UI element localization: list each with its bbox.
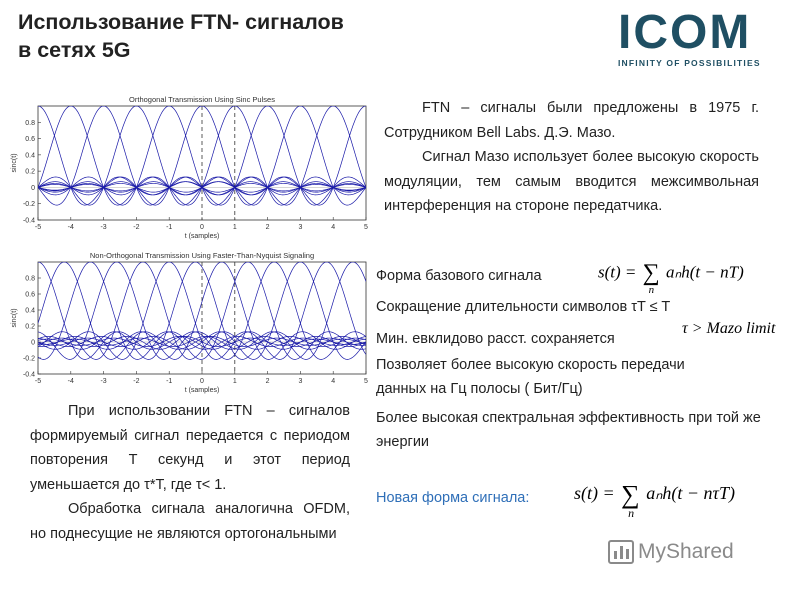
y-tick-label: 0.2 xyxy=(25,323,35,331)
formula-3-lhs: s(t) = xyxy=(574,483,615,504)
x-tick-label: 1 xyxy=(232,224,237,231)
plot-title: Non-Orthogonal Transmission Using Faster-Than-Nyquist Signaling xyxy=(89,251,315,260)
bullet-min-distance: Мин. евклидово расст. сохраняется xyxy=(376,331,615,347)
x-tick-label: -1 xyxy=(166,224,173,231)
x-tick-label: 5 xyxy=(364,378,368,385)
x-tick-label: -3 xyxy=(100,224,107,231)
x-tick-label: -2 xyxy=(133,378,140,385)
formula-mazo-limit xyxy=(682,320,775,338)
formula-ftn-signal xyxy=(574,480,735,520)
y-tick-label: 0.6 xyxy=(25,136,35,144)
bullet-higher-rate: Позволяет более высокую скорость передачи данных на Гц полосы ( Бит/Гц) xyxy=(376,357,685,397)
watermark-text: MyShared xyxy=(638,540,734,563)
x-tick-label: 0 xyxy=(200,224,204,231)
formula-3-sub: n xyxy=(628,506,635,520)
y-tick-label: 0 xyxy=(31,184,35,192)
formula-3-rhs: aₙh(t − nτT) xyxy=(646,483,735,504)
ftn-history-paragraph: FTN – сигналы были предложены в 1975 г. Сотрудником Bell Labs. Д.Э. Мазо. xyxy=(384,100,759,141)
bullet-spectral: Более высокая спектральная эффективность при той же энергии xyxy=(376,410,761,450)
formula-2: τ > Mazo limit xyxy=(682,320,776,337)
y-tick-label: 0.8 xyxy=(25,119,35,127)
left-text-block xyxy=(30,399,350,546)
x-tick-label: 4 xyxy=(331,224,336,231)
y-tick-label: 0 xyxy=(31,339,35,347)
plot-title: Orthogonal Transmission Using Sinc Pulses xyxy=(129,95,275,104)
icom-logo xyxy=(618,6,793,70)
plot-ftn xyxy=(8,250,372,398)
y-tick-label: -0.2 xyxy=(22,355,35,363)
plot-orthogonal xyxy=(8,92,372,252)
x-tick-label: 5 xyxy=(364,224,368,231)
y-tick-label: 0.2 xyxy=(25,168,35,176)
y-tick-label: -0.4 xyxy=(22,217,35,225)
x-tick-label: -5 xyxy=(34,378,42,385)
presentation-icon xyxy=(608,540,634,564)
title-line-1: Использование FTN- сигналов xyxy=(18,10,344,34)
y-tick-label: -0.2 xyxy=(22,201,35,209)
y-axis-label: sinc(t) xyxy=(11,308,18,328)
x-tick-label: -5 xyxy=(34,224,42,231)
x-axis-label: t (samples) xyxy=(184,387,220,394)
plot-orthogonal-svg xyxy=(8,92,372,252)
x-tick-label: -2 xyxy=(133,224,140,231)
x-tick-label: 3 xyxy=(298,378,303,385)
formula-1-sub: n xyxy=(648,284,655,296)
y-axis-label: sinc(t) xyxy=(11,153,18,173)
x-tick-label: -4 xyxy=(67,378,74,385)
y-tick-label: 0.4 xyxy=(25,152,35,160)
x-tick-label: 0 xyxy=(200,378,204,385)
plot-ftn-svg xyxy=(8,250,372,398)
x-tick-label: 2 xyxy=(265,378,270,385)
x-tick-label: 3 xyxy=(298,224,303,231)
y-tick-label: 0.6 xyxy=(25,291,35,299)
formula-1-lhs: s(t) = xyxy=(598,262,637,282)
bullet-base-signal: Форма базового сигнала xyxy=(376,268,542,284)
new-signal-label: Новая форма сигнала: xyxy=(376,490,530,506)
bullet-duration: Сокращение длительности символов τT ≤ T xyxy=(376,299,671,315)
right-text-block xyxy=(384,96,759,219)
formula-3-sum: ∑ xyxy=(621,480,640,509)
logo-wordmark: ICOM xyxy=(618,6,752,59)
slide-title xyxy=(18,8,344,64)
x-axis-label: t (samples) xyxy=(184,233,220,240)
x-tick-label: 4 xyxy=(331,378,336,385)
formula-base-signal xyxy=(598,260,744,296)
formula-1-sum: ∑ xyxy=(642,260,660,286)
x-tick-label: -1 xyxy=(166,378,173,385)
watermark xyxy=(608,540,734,564)
formula-1-rhs: aₙh(t − nT) xyxy=(666,262,744,282)
x-tick-label: 2 xyxy=(265,224,270,231)
ftn-period-paragraph: При использовании FTN – сигналов формируемый сигнал передается с периодом повторения T секунд и этот период уменьшается до τ*T, где τ< 1. xyxy=(30,403,350,493)
logo-tagline: INFINITY OF POSSIBILITIES xyxy=(618,58,761,68)
ofdm-paragraph: Обработка сигнала аналогична OFDM, но поднесущие не являются ортогональными xyxy=(30,501,350,542)
x-tick-label: -3 xyxy=(100,378,107,385)
mazo-signal-paragraph: Сигнал Мазо использует более высокую скорость модуляции, тем самым вводится межсимвольная интерференция на стороне передатчика. xyxy=(384,149,759,214)
x-tick-label: -4 xyxy=(67,224,74,231)
y-tick-label: -0.4 xyxy=(22,371,35,379)
y-tick-label: 0.8 xyxy=(25,275,35,283)
title-line-2: в сетях 5G xyxy=(18,38,131,62)
x-tick-label: 1 xyxy=(232,378,237,385)
y-tick-label: 0.4 xyxy=(25,307,35,315)
